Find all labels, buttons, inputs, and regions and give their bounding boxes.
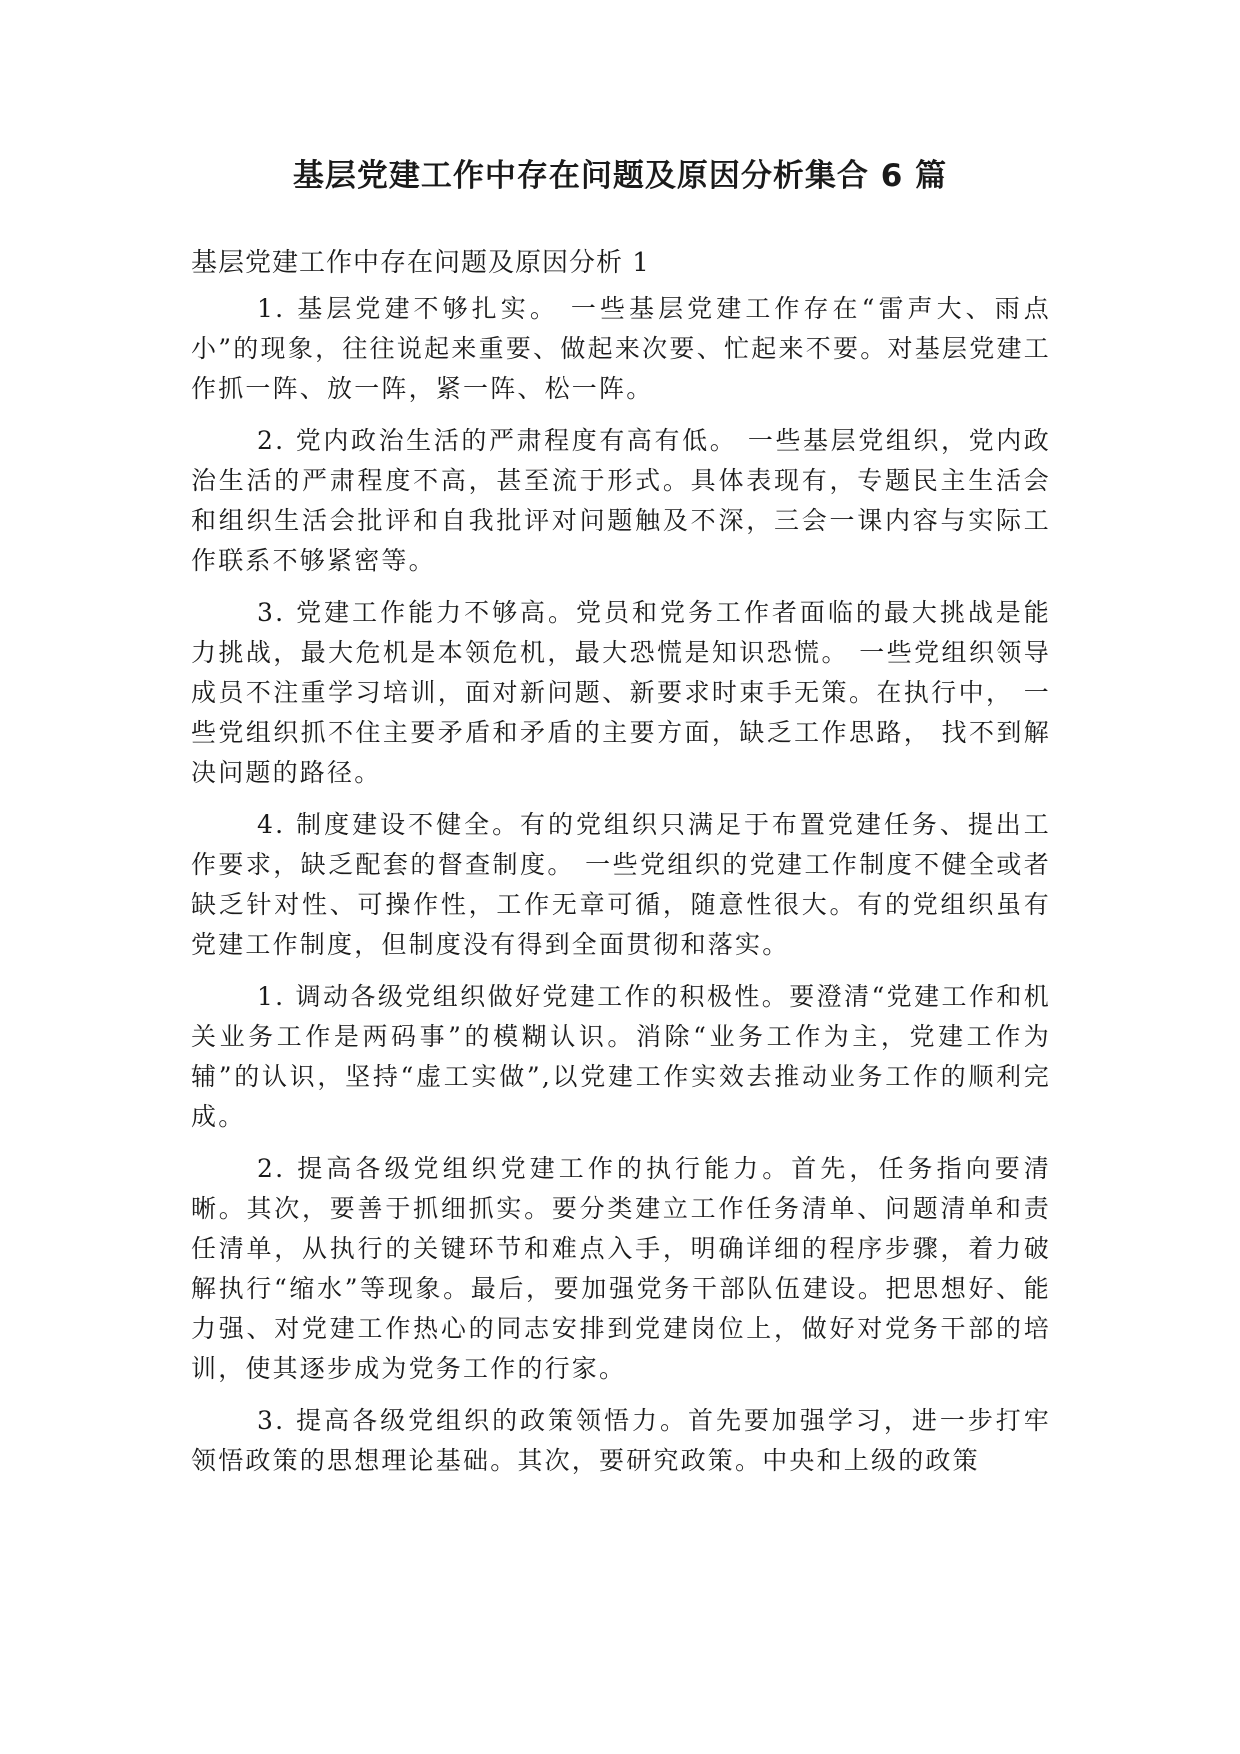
- paragraph-2: 2. 党内政治生活的严肃程度有高有低。 一些基层党组织，党内政治生活的严肃程度不高，甚至流于形式。具体表现有，专题民主生活会和组织生活会批评和自我批评对问题触及不深，三会一课内容与实际工作联系不够紧密等。: [191, 426, 1051, 575]
- paragraph-3: 3. 党建工作能力不够高。党员和党务工作者面临的最大挑战是能力挑战，最大危机是本领危机，最大恐慌是知识恐慌。 一些党组织领导成员不注重学习培训，面对新问题、新要求时束手无策。在执行中， 一些党组织抓不住主要矛盾和矛盾的主要方面，缺乏工作思路， 找不到解决问题的路径。: [191, 598, 1051, 787]
- paragraph-5: 1. 调动各级党组织做好党建工作的积极性。要澄清“党建工作和机关业务工作是两码事”的模糊认识。消除“业务工作为主，党建工作为辅”的认识，坚持“虚工实做”,以党建工作实效去推动业务工作的顺利完成。: [191, 982, 1051, 1131]
- paragraph-6: 2. 提高各级党组织党建工作的执行能力。首先，任务指向要清晰。其次，要善于抓细抓实。要分类建立工作任务清单、问题清单和责任清单，从执行的关键环节和难点入手，明确详细的程序步骤，着力破解执行“缩水”等现象。最后，要加强党务干部队伍建设。把思想好、能力强、对党建工作热心的同志安排到党建岗位上，做好对党务干部的培训，使其逐步成为党务工作的行家。: [191, 1154, 1051, 1383]
- paragraph-1: 1. 基层党建不够扎实。 一些基层党建工作存在“雷声大、雨点小”的现象，往往说起来重要、做起来次要、忙起来不要。对基层党建工作抓一阵、放一阵，紧一阵、松一阵。: [191, 294, 1051, 403]
- document-body: [191, 243, 1051, 1493]
- paragraph-4: 4. 制度建设不健全。有的党组织只满足于布置党建任务、提出工作要求，缺乏配套的督查制度。 一些党组织的党建工作制度不健全或者缺乏针对性、可操作性，工作无章可循，随意性很大。有的党组织虽有党建工作制度，但制度没有得到全面贯彻和落实。: [191, 810, 1051, 959]
- paragraph-7: 3. 提高各级党组织的政策领悟力。首先要加强学习，进一步打牢领悟政策的思想理论基础。其次，要研究政策。中央和上级的政策: [191, 1406, 1051, 1475]
- document-title: 基层党建工作中存在问题及原因分析集合 6 篇: [292, 158, 948, 194]
- section-heading: 基层党建工作中存在问题及原因分析 1: [191, 248, 650, 278]
